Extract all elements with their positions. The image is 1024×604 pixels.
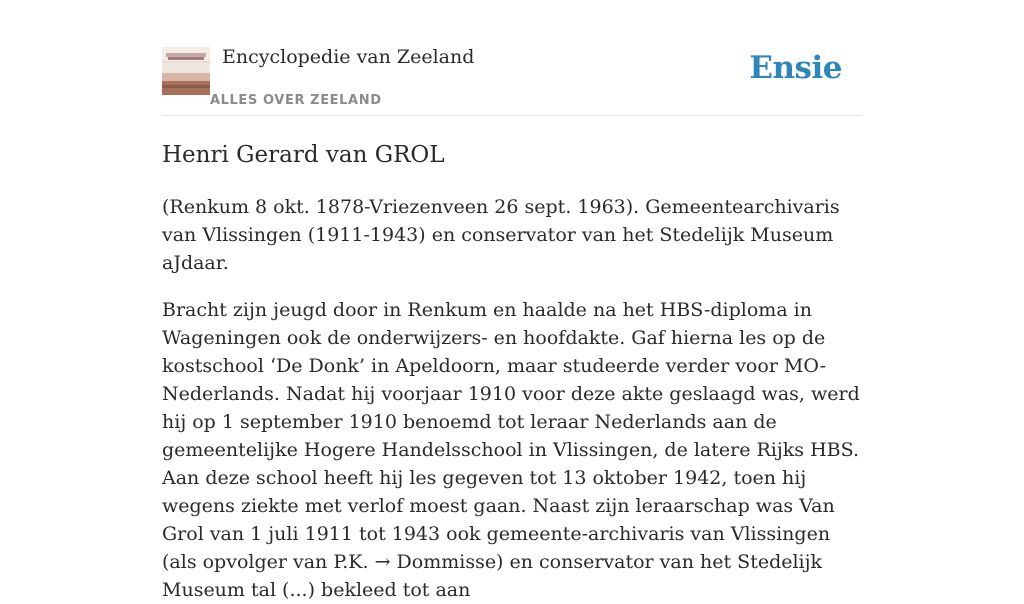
site-header — [162, 0, 862, 116]
article-body: Bracht zijn jeugd door in Renkum en haalde na het HBS-diploma in Wageningen ook de onderwijzers- en hoofdakte. Gaf hierna les op de kostschool ‘De Donk’ in Apeldoorn, maar studeerde verder voor MO-Nederlands. Nadat hij voorjaar 1910 voor deze akte geslaagd was, werd hij op 1 september 1910 benoemd tot leraar Nederlands aan de gemeentelijke Hogere Handelsschool in Vlissingen, de latere Rijks HBS. Aan deze school heeft hij les gegeven tot 13 oktober 1942, toen hij wegens ziekte met verlof moest gaan. Naast zijn leraarschap was Van Grol van 1 juli 1911 tot 1943 ook gemeente-archivaris van Vlissingen (als opvolger van P.K. → Dommisse) en conservator van het Stedelijk Museum tal (...) bekleed tot aan — [162, 299, 860, 601]
book-title-link[interactable]: Encyclopedie van Zeeland — [222, 46, 475, 68]
book-cover-image — [162, 47, 210, 95]
book-subtitle: ALLES OVER ZEELAND — [210, 93, 382, 108]
article-title: Henri Gerard van GROL — [162, 142, 445, 168]
article-intro: (Renkum 8 okt. 1878-Vriezenveen 26 sept. 1963). Gemeentearchivaris van Vlissingen (1911-1943) en conservator van het Stedelijk Museum aJdaar. — [162, 196, 840, 274]
ensie-logo-link[interactable]: Ensie — [749, 50, 842, 86]
book-cover-avatar[interactable] — [162, 47, 210, 95]
article — [162, 139, 862, 604]
